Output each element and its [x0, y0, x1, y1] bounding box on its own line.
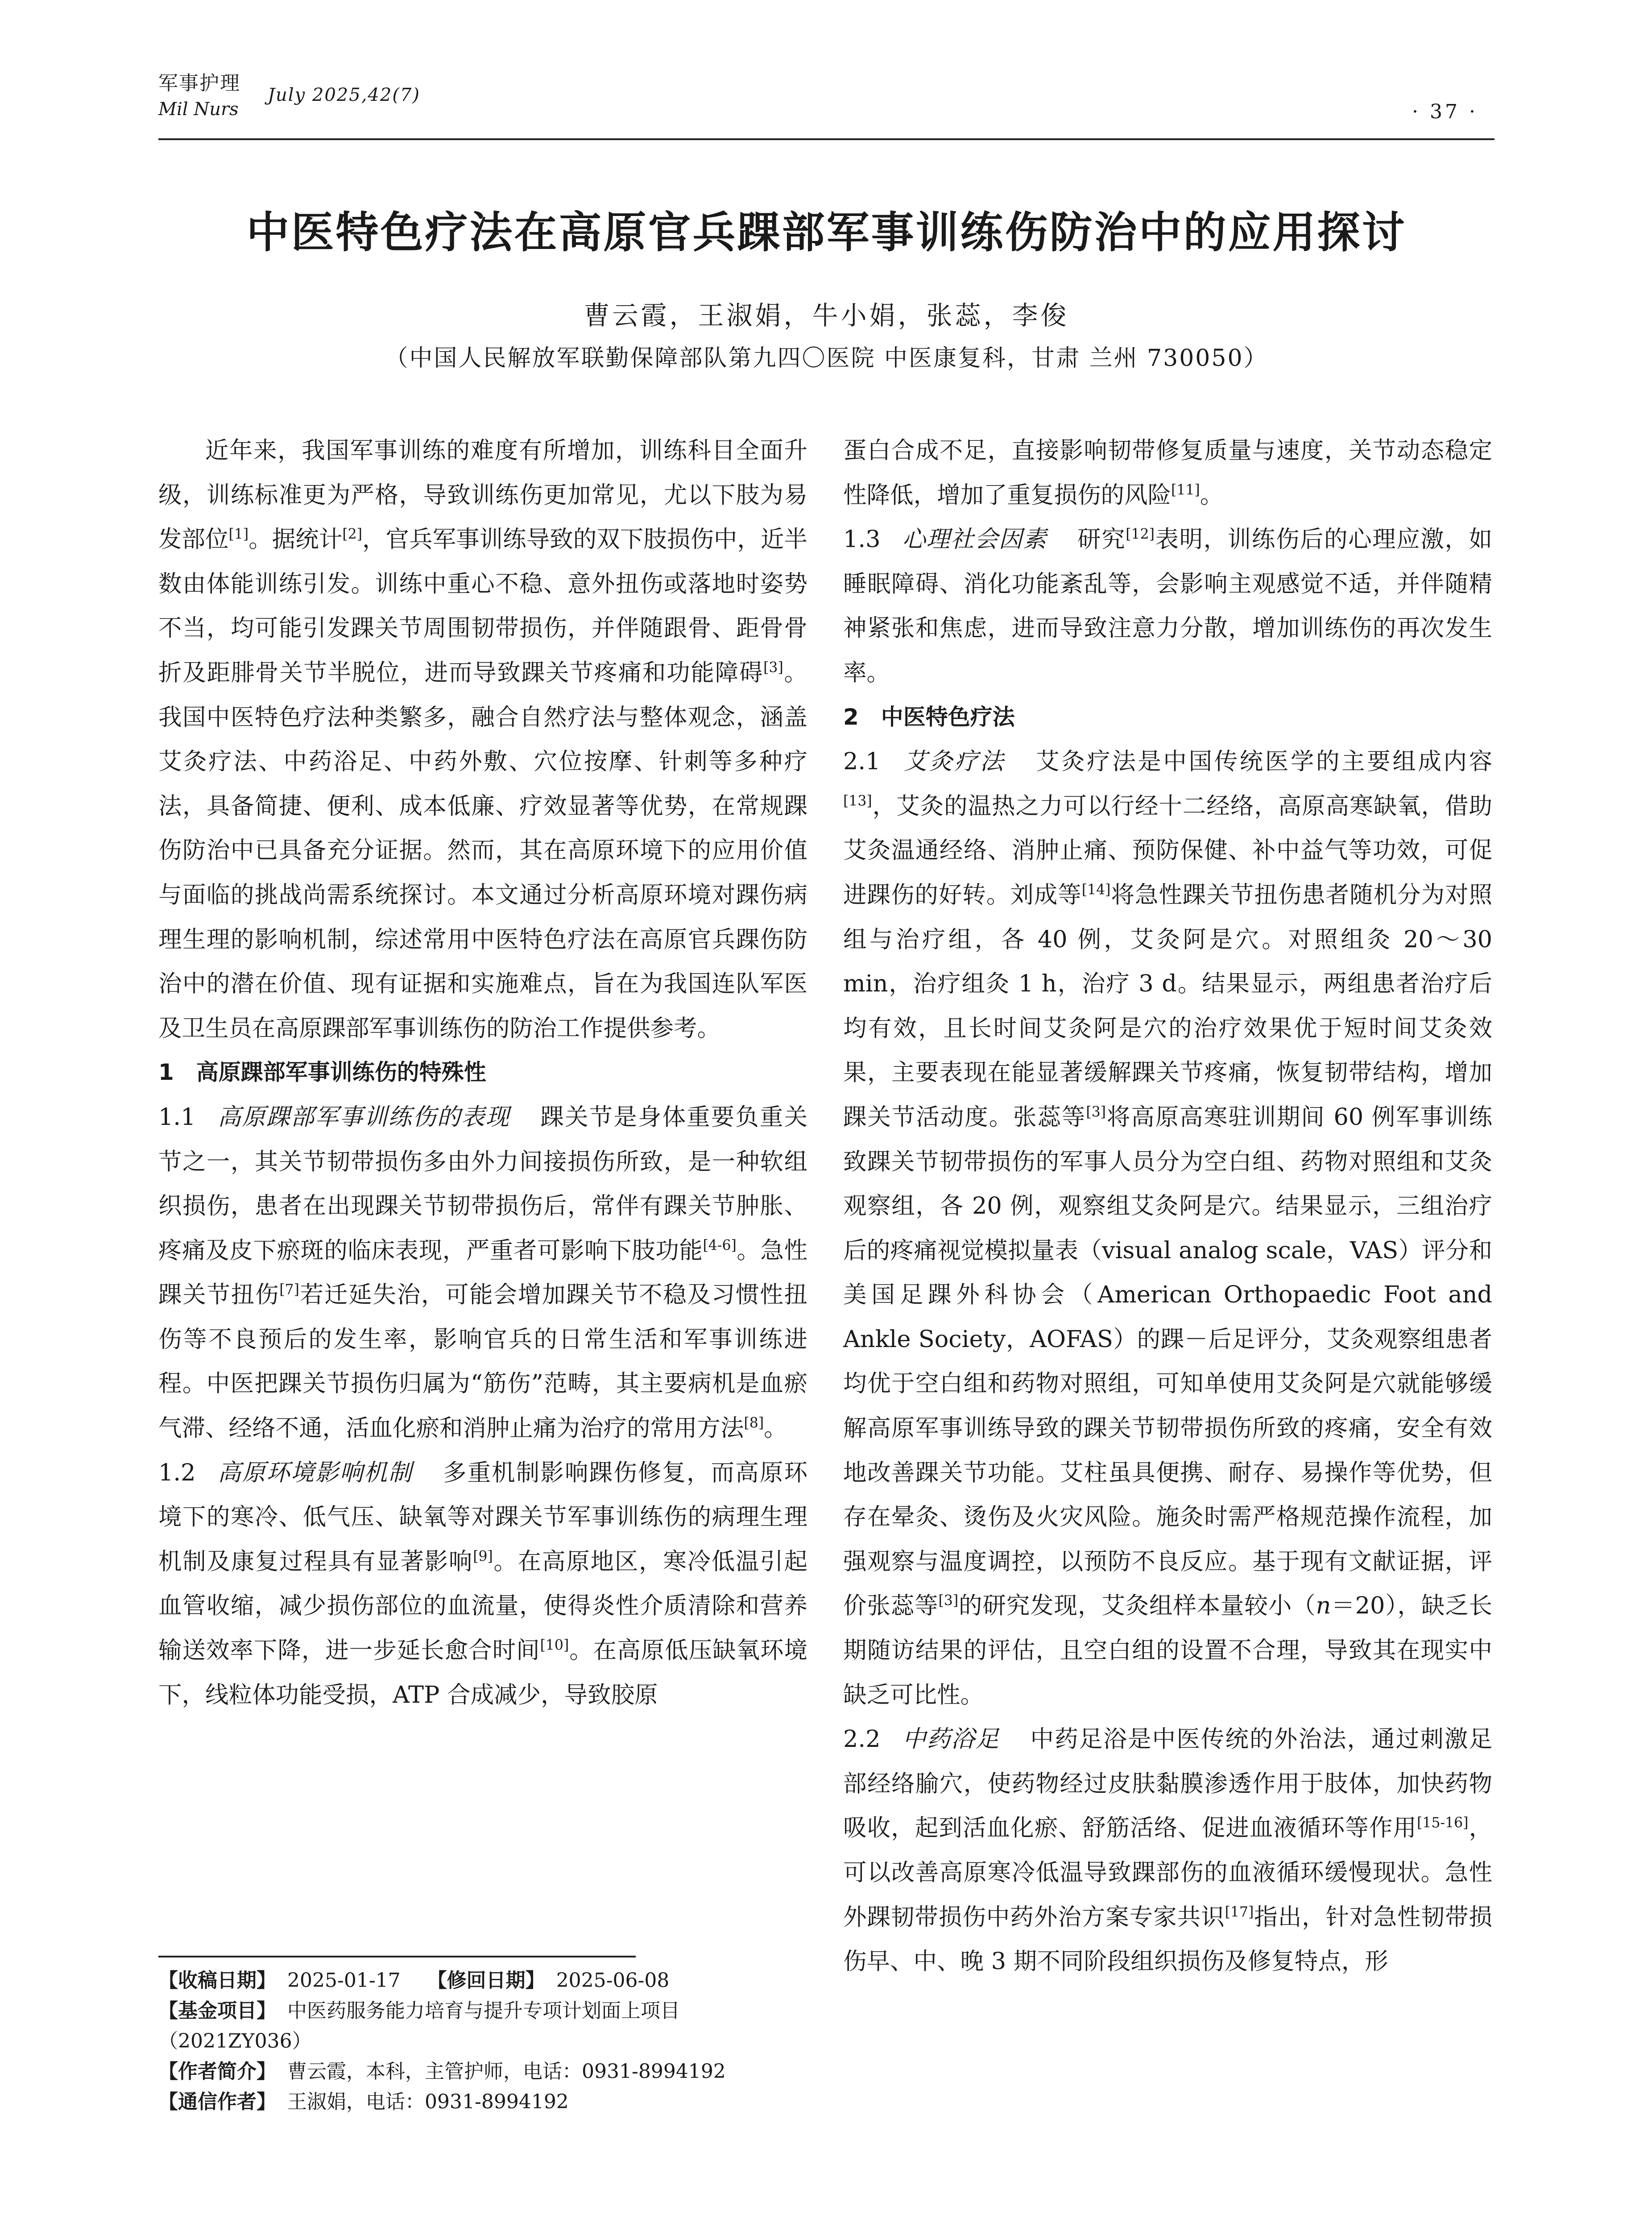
- section-heading-1: 1 高原踝部军事训练伤的特殊性: [158, 1059, 486, 1086]
- citation[interactable]: [17]: [1225, 1904, 1254, 1920]
- subsection-1-2: 1.2 高原环境影响机制 多重机制影响踝伤修复，而高原环境下的寒冷、低气压、缺氧等对踝关节军事训练伤的病理生理机制及康复过程具有显著影响[9]。在高原地区，寒冷低温引起血管收缩，减少损伤部位的血流量，使得炎性介质清除和营养输送效率下降，进一步延长愈合时间[10]。在高原低压缺氧环境下，线粒体功能受损，ATP 合成减少，导致胶原: [158, 1459, 807, 1708]
- subsection-1-1: 1.1 高原踝部军事训练伤的表现 踝关节是身体重要负重关节之一，其关节韧带损伤多由外力间接损伤所致，是一种软组织损伤，患者在出现踝关节韧带损伤后，常伴有踝关节肿胀、疼痛及皮下瘀斑的临床表现，严重者可影响下肢功能[4-6]。急性踝关节扭伤[7]若迁延失治，可能会增加踝关节不稳及习惯性扭伤等不良预后的发生率，影响官兵的日常生活和军事训练进程。中医把踝关节损伤归属为“筋伤”范畴，其主要病机是血瘀气滞、经络不通，活血化瘀和消肿止痛为治疗的常用方法[8]。: [158, 1103, 807, 1442]
- citation[interactable]: [9]: [473, 1548, 493, 1565]
- citation[interactable]: [3]: [1086, 1104, 1106, 1120]
- footnote-rule: [158, 1956, 636, 1957]
- section-heading-2: 2 中医特色疗法: [843, 704, 1015, 730]
- citation[interactable]: [4-6]: [703, 1237, 737, 1254]
- citation[interactable]: [12]: [1126, 526, 1155, 543]
- citation[interactable]: [2]: [342, 526, 362, 543]
- journal-name-cn: 军事护理: [158, 72, 240, 95]
- footnotes: [158, 1966, 807, 2117]
- citation[interactable]: [3]: [763, 659, 783, 676]
- continued-paragraph: 蛋白合成不足，直接影响韧带修复质量与速度，关节动态稳定性降低，增加了重复损伤的风险[11]。: [843, 437, 1492, 509]
- citation[interactable]: [8]: [744, 1415, 764, 1431]
- subsection-1-3: 1.3 心理社会因素 研究[12]表明，训练伤后的心理应激，如睡眠障碍、消化功能紊乱等，会影响主观感觉不适，并伴随精神紧张和焦虑，进而导致注意力分散，增加训练伤的再次发生率。: [843, 526, 1492, 686]
- right-column: [843, 428, 1492, 1984]
- citation[interactable]: [3]: [938, 1592, 959, 1609]
- citation[interactable]: [7]: [279, 1281, 299, 1298]
- issue-info: July 2025,42(7): [268, 85, 420, 105]
- subsection-title: 艾灸疗法: [901, 748, 1006, 775]
- footnote-author: 【作者简介】 曹云霞，本科，主管护师，电话：0931-8994192: [158, 2060, 726, 2083]
- affiliation: （中国人民解放军联勤保障部队第九四〇医院 中医康复科，甘肃 兰州 730050）: [385, 345, 1268, 372]
- left-column: [158, 428, 807, 1717]
- article-title: 中医特色疗法在高原官兵踝部军事训练伤防治中的应用探讨: [246, 207, 1407, 257]
- citation[interactable]: [13]: [843, 793, 872, 809]
- footnote-corresponding: 【通信作者】 王淑娟，电话：0931-8994192: [158, 2090, 569, 2113]
- citation[interactable]: [10]: [540, 1637, 569, 1654]
- citation[interactable]: [1]: [228, 526, 249, 543]
- intro-paragraph: 近年来，我国军事训练的难度有所增加，训练科目全面升级，训练标准更为严格，导致训练伤更加常见，尤以下肢为易发部位[1]。据统计[2]，官兵军事训练导致的双下肢损伤中，近半数由体能训练引发。训练中重心不稳、意外扭伤或落地时姿势不当，均可能引发踝关节周围韧带损伤，并伴随跟骨、距骨骨折及距腓骨关节半脱位，进而导致踝关节疼痛和功能障碍[3]。我国中医特色疗法种类繁多，融合自然疗法与整体观念，涵盖艾灸疗法、中药浴足、中药外敷、穴位按摩、针刺等多种疗法，具备简捷、便利、成本低廉、疗效显著等优势，在常规踝伤防治中已具备充分证据。然而，其在高原环境下的应用价值与面临的挑战尚需系统探讨。本文通过分析高原环境对踝伤病理生理的影响机制，综述常用中医特色疗法在高原官兵踝伤防治中的潜在价值、现有证据和实施难点，旨在为我国连队军医及卫生员在高原踝部军事训练伤的防治工作提供参考。: [158, 437, 807, 1042]
- page-number: · 37 ·: [1412, 100, 1478, 123]
- subsection-title: 中药浴足: [901, 1725, 1000, 1753]
- subsection-2-1: 2.1 艾灸疗法 艾灸疗法是中国传统医学的主要组成内容[13]，艾灸的温热之力可以行经十二经络，高原高寒缺氧，借助艾灸温通经络、消肿止痛、预防保健、补中益气等功效，可促进踝伤的好转。刘成等[14]将急性踝关节扭伤患者随机分为对照组与治疗组，各 40 例，艾灸阿是穴。对照组灸 20～30 min，治疗组灸 1 h，治疗 3 d。结果显示，两组患者治疗后均有效，且长时间艾灸阿是穴的治疗效果优于短时间艾灸效果，主要表现在能显著缓解踝关节疼痛，恢复韧带结构，增加踝关节活动度。张蕊等[3]将高原高寒驻训期间 60 例军事训练致踝关节韧带损伤的军事人员分为空白组、药物对照组和艾灸观察组，各 20 例，观察组艾灸阿是穴。结果显示，三组治疗后的疼痛视觉模拟量表（visual analog scale，VAS）评分和美国足踝外科协会（American Orthopaedic Foot and Ankle Society，AOFAS）的踝－后足评分，艾灸观察组患者均优于空白组和药物对照组，可知单使用艾灸阿是穴就能够缓解高原军事训练导致的踝关节韧带损伤所致的疼痛，安全有效地改善踝关节功能。艾柱虽具便携、耐存、易操作等优势，但存在晕灸、烫伤及火灾风险。施灸时需严格规范操作流程，加强观察与温度调控，以预防不良反应。基于现有文献证据，评价张蕊等[3]的研究发现，艾灸组样本量较小（n＝20），缺乏长期随访结果的评估，且空白组的设置不合理，导致其在现实中缺乏可比性。: [843, 748, 1492, 1708]
- subsection-title: 高原踝部军事训练伤的表现: [216, 1103, 510, 1131]
- footnote-fund: 【基金项目】 中医药服务能力培育与提升专项计划面上项目（2021ZY036）: [158, 1999, 680, 2053]
- citation[interactable]: [14]: [1081, 882, 1111, 898]
- subsection-title: 心理社会因素: [901, 526, 1047, 553]
- header-rule: [158, 138, 1495, 140]
- citation[interactable]: [15-16]: [1417, 1815, 1469, 1831]
- subsection-2-2: 2.2 中药浴足 中药足浴是中医传统的外治法，通过刺激足部经络腧穴，使药物经过皮肤黏膜渗透作用于肢体，加快药物吸收，起到活血化瘀、舒筋活络、促进血液循环等作用[15-16]，可以改善高原寒冷低温导致踝部伤的血液循环缓慢现状。急性外踝韧带损伤中药外治方案专家共识[17]指出，针对急性韧带损伤早、中、晚 3 期不同阶段组织损伤及修复特点，形: [843, 1725, 1492, 1975]
- footnote-dates: 【收稿日期】 2025-01-17 【修回日期】 2025-06-08: [158, 1969, 670, 1992]
- journal-name-en: Mil Nurs: [158, 99, 239, 120]
- citation[interactable]: [11]: [1171, 482, 1200, 498]
- subsection-title: 高原环境影响机制: [216, 1459, 413, 1486]
- author-list: 曹云霞，王淑娟，牛小娟，张蕊，李俊: [584, 300, 1069, 331]
